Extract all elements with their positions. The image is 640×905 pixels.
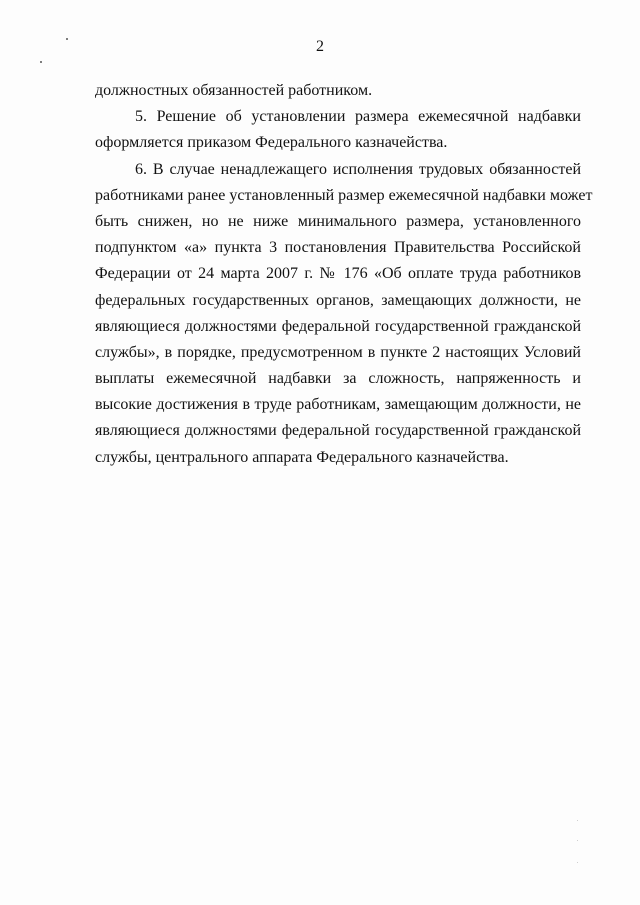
scan-speck: [577, 862, 578, 863]
page-number: 2: [316, 38, 324, 55]
text-line: выплаты ежемесячной надбавки за сложность, напряженность и: [95, 370, 581, 388]
text-line: 5. Решение об установлении размера ежемесячной надбавки: [135, 108, 581, 126]
text-line: быть снижен, но не ниже минимального размера, установленного: [95, 212, 581, 230]
text-line: подпунктом «а» пункта 3 постановления Правительства Российской: [95, 239, 581, 257]
text-line: высокие достижения в труде работникам, замещающим должности, не: [95, 396, 581, 414]
text-line: должностных обязанностей работником.: [95, 82, 373, 99]
text-line: службы, центрального аппарата Федерального казначейства.: [95, 448, 509, 466]
document-body: [95, 78, 593, 471]
text-line: являющиеся должностями федеральной государственной гражданской: [95, 317, 581, 335]
text-line: Федерации от 24 марта 2007 г. № 176 «Об оплате труда работников: [95, 265, 581, 283]
scan-speck: [577, 820, 578, 821]
scan-speck: [577, 840, 578, 841]
text-line: являющиеся должностями федеральной государственной гражданской: [95, 422, 581, 440]
text-line: службы», в порядке, предусмотренном в пункте 2 настоящих Условий: [95, 343, 581, 361]
scan-speck: [40, 61, 42, 63]
text-line: работниками ранее установленный размер ежемесячной надбавки может: [95, 186, 593, 204]
text-line: оформляется приказом Федерального казначейства.: [95, 134, 448, 152]
text-line: федеральных государственных органов, замещающих должности, не: [95, 291, 581, 309]
text-line: 6. В случае ненадлежащего исполнения трудовых обязанностей: [135, 160, 581, 178]
